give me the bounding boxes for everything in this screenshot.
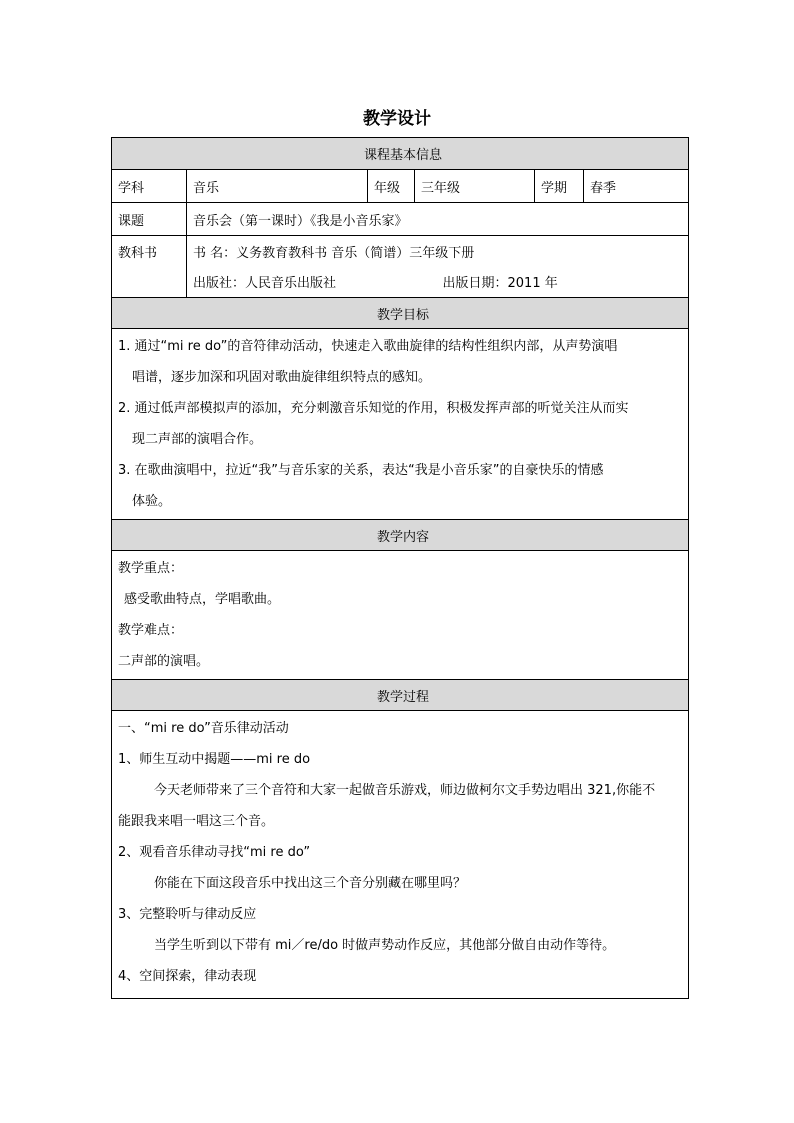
content-header: 教学内容 xyxy=(112,520,689,551)
lesson-plan-table xyxy=(111,137,689,999)
process-line: 2、观看音乐律动寻找“mi re do” xyxy=(118,845,311,860)
objective-line: 3. 在歌曲演唱中，拉近“我”与音乐家的关系，表达“我是小音乐家”的自豪快乐的情感 xyxy=(118,463,604,478)
topic-value: 音乐会（第一课时）《我是小音乐家》 xyxy=(187,203,689,236)
grade-label: 年级 xyxy=(368,170,415,203)
process-line: 你能在下面这段音乐中找出这三个音分别藏在哪里吗？ xyxy=(154,876,467,891)
textbook-row xyxy=(112,236,689,267)
publish-date: 出版日期：2011 年 xyxy=(415,267,689,298)
process-line: 今天老师带来了三个音符和大家一起做音乐游戏，师边做柯尔文手势边唱出 321,你能不 xyxy=(154,783,656,798)
grade-value: 三年级 xyxy=(415,170,535,203)
page-title: 教学设计 xyxy=(363,109,431,129)
objective-line: 体验。 xyxy=(132,494,172,509)
process-header-row xyxy=(112,680,689,711)
difficulty-label: 教学难点： xyxy=(118,623,184,638)
textbook-label xyxy=(112,236,187,298)
content-body xyxy=(112,551,689,680)
key-point-label: 教学重点： xyxy=(118,561,184,576)
objectives-header: 教学目标 xyxy=(112,298,689,329)
process-line: 能跟我来唱一唱这三个音。 xyxy=(118,814,275,829)
process-row xyxy=(112,711,689,999)
content-row xyxy=(112,551,689,680)
objective-line: 1. 通过“mi re do”的音符律动活动，快速走入歌曲旋律的结构性组织内部，从声势演唱 xyxy=(118,339,618,354)
term-value: 春季 xyxy=(584,170,689,203)
objective-line: 现二声部的演唱合作。 xyxy=(132,432,263,447)
process-line: 4、空间探索，律动表现 xyxy=(118,969,257,984)
publisher: 出版社：人民音乐出版社 xyxy=(187,267,415,298)
objectives-content xyxy=(112,329,689,520)
content-header-row xyxy=(112,520,689,551)
process-body xyxy=(112,711,689,999)
topic-label: 课题 xyxy=(112,203,187,236)
subject-label: 学科 xyxy=(112,170,187,203)
objectives-row xyxy=(112,329,689,520)
basic-info-header-row xyxy=(112,138,689,170)
process-line: 当学生听到以下带有 mi／re/do 时做声势动作反应，其他部分做自由动作等待。 xyxy=(154,938,616,953)
objectives-header-row xyxy=(112,298,689,329)
objective-line: 唱谱，逐步加深和巩固对歌曲旋律组织特点的感知。 xyxy=(132,370,432,385)
textbook-name: 书 名：义务教育教科书 音乐（简谱）三年级下册 xyxy=(187,236,689,267)
subject-row xyxy=(112,170,689,203)
textbook-label-text: 教科书 xyxy=(118,246,158,261)
process-line: 1、师生互动中揭题——mi re do xyxy=(118,752,311,767)
topic-row xyxy=(112,203,689,236)
process-line: 3、完整聆听与律动反应 xyxy=(118,907,257,922)
process-header: 教学过程 xyxy=(112,680,689,711)
process-line: 一、“mi re do”音乐律动活动 xyxy=(118,721,289,736)
key-point-text: 感受歌曲特点，学唱歌曲。 xyxy=(124,592,281,607)
term-label: 学期 xyxy=(535,170,584,203)
basic-info-header: 课程基本信息 xyxy=(112,138,689,170)
publisher-row xyxy=(112,267,689,298)
subject-value: 音乐 xyxy=(187,170,368,203)
difficulty-text: 二声部的演唱。 xyxy=(118,654,210,669)
objective-line: 2. 通过低声部模拟声的添加，充分刺激音乐知觉的作用，积极发挥声部的听觉关注从而实 xyxy=(118,401,629,416)
